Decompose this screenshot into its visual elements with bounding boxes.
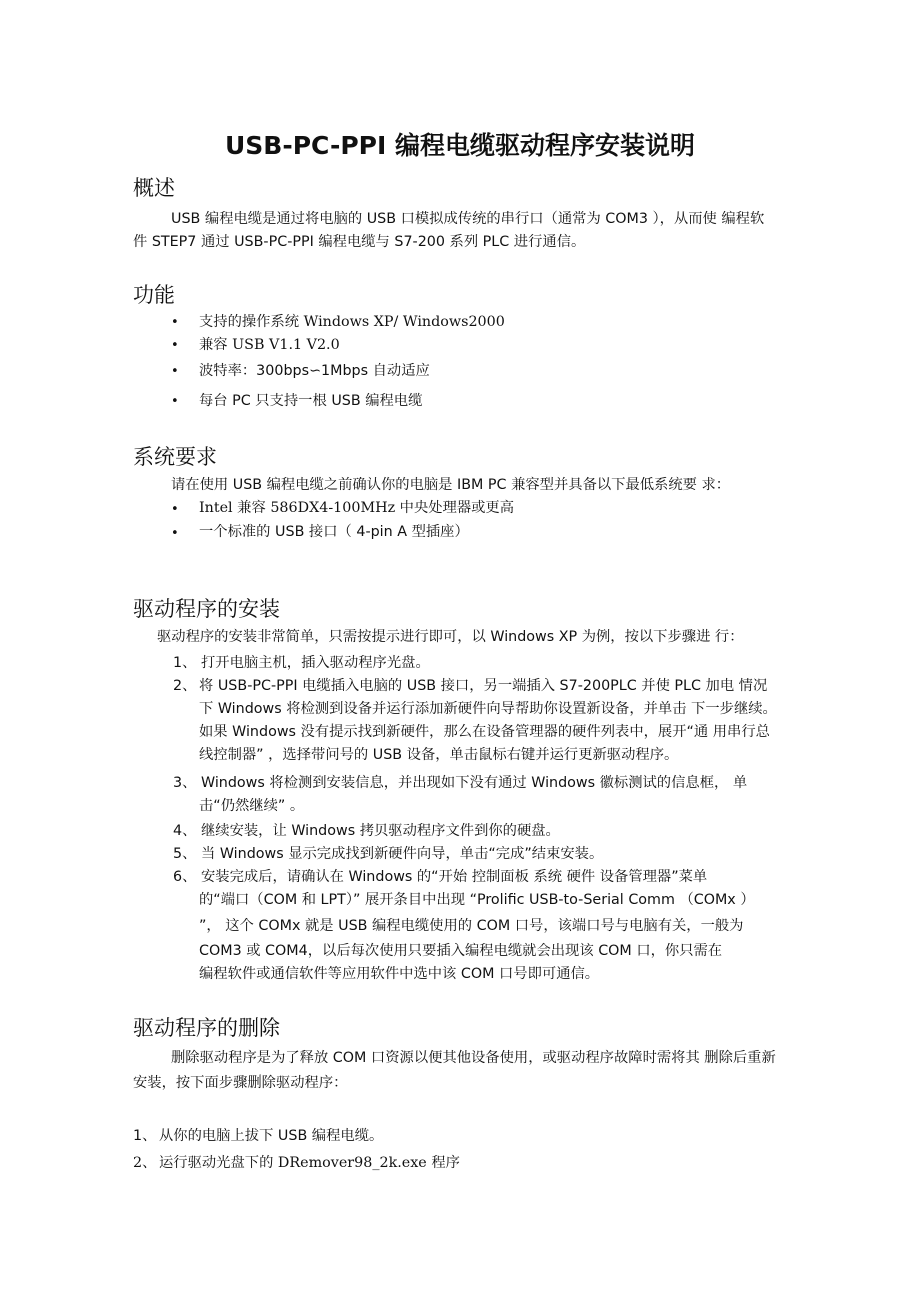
feature-item-usb: 兼容 USB V1.1 V2.0: [199, 337, 340, 353]
features-heading: 功能: [133, 283, 175, 307]
install-intro: 驱动程序的安装非常简单，只需按提示进行即可，以 Windows XP 为例，按以下步骤进 行：: [157, 629, 744, 645]
overview-line-2: 件 STEP7 通过 USB-PC-PPI 编程电缆与 S7-200 系列 PLC 进行通信。: [133, 234, 586, 250]
install-step-3-line-2: 击“仍然继续” 。: [199, 798, 305, 814]
remove-line-1: 删除驱动程序是为了释放 COM 口资源以便其他设备使用，或驱动程序故障时需将其 删除后重新: [171, 1050, 776, 1066]
install-step-1: 打开电脑主机，插入驱动程序光盘。: [201, 655, 430, 671]
bullet-icon: •: [171, 526, 179, 541]
remove-step-1: 从你的电脑上拔下 USB 编程电缆。: [159, 1128, 384, 1144]
install-step-6-line-1: 安装完成后，请确认在 Windows 的“开始 控制面板 系统 硬件 设备管理器”菜单: [201, 869, 708, 885]
install-step-4: 继续安装，让 Windows 拷贝驱动程序文件到你的硬盘。: [201, 823, 560, 839]
remove-heading: 驱动程序的删除: [133, 1016, 280, 1040]
install-heading: 驱动程序的安装: [133, 597, 280, 621]
requirement-item-usb: 一个标准的 USB 接口（ 4-pin A 型插座）: [199, 524, 469, 540]
step-number: 3、: [173, 775, 197, 791]
install-step-6-line-5: 编程软件或通信软件等应用软件中选中该 COM 口号即可通信。: [199, 966, 600, 982]
install-step-6-line-2: 的“端口（COM 和 LPT）” 展开条目中出现 “Prolific USB-to-Serial Comm （COMx ）: [199, 892, 755, 908]
remove-line-2: 安装，按下面步骤删除驱动程序：: [133, 1075, 348, 1091]
step-number: 2、: [173, 678, 197, 694]
install-step-2-line-4: 线控制器” ，选择带问号的 USB 设备，单击鼠标右键并运行更新驱动程序。: [199, 747, 679, 763]
requirements-heading: 系统要求: [133, 445, 217, 469]
bullet-icon: •: [171, 315, 179, 330]
step-number: 1、: [133, 1128, 157, 1144]
bullet-icon: •: [171, 338, 179, 353]
bullet-icon: •: [171, 502, 179, 517]
step-number: 5、: [173, 846, 197, 862]
feature-item-os: 支持的操作系统 Windows XP/ Windows2000: [199, 314, 505, 330]
step-number: 2、: [133, 1155, 157, 1171]
step-number: 1、: [173, 655, 197, 671]
overview-line-1: USB 编程电缆是通过将电脑的 USB 口模拟成传统的串行口（通常为 COM3 ），从而使 编程软: [171, 211, 765, 227]
install-step-2-line-3: 如果 Windows 没有提示找到新硬件，那么在设备管理器的硬件列表中，展开“通 用串行总: [199, 724, 770, 740]
feature-item-pc: 每台 PC 只支持一根 USB 编程电缆: [199, 393, 423, 409]
requirement-item-cpu: Intel 兼容 586DX4-100MHz 中央处理器或更高: [199, 500, 515, 516]
install-step-2-line-2: 下 Windows 将检测到设备并运行添加新硬件向导帮助你设置新设备，并单击 下一步继续。: [199, 701, 777, 717]
install-step-6-line-3: ”， 这个 COMx 就是 USB 编程电缆使用的 COM 口号，该端口号与电脑有关，一般为: [199, 918, 744, 934]
bullet-icon: •: [171, 364, 179, 379]
install-step-5: 当 Windows 显示完成找到新硬件向导，单击“完成”结束安装。: [201, 846, 604, 862]
install-step-6-line-4: COM3 或 COM4，以后每次使用只要插入编程电缆就会出现该 COM 口，你只需在: [199, 943, 723, 959]
install-step-3-line-1: Windows 将检测到安装信息，并出现如下没有通过 Windows 徽标测试的信息框， 单: [201, 775, 748, 791]
overview-heading: 概述: [133, 176, 175, 200]
step-number: 6、: [173, 869, 197, 885]
feature-item-baud: 波特率：300bps∽1Mbps 自动适应: [199, 363, 430, 379]
step-number: 4、: [173, 823, 197, 839]
requirements-intro: 请在使用 USB 编程电缆之前确认你的电脑是 IBM PC 兼容型并具备以下最低系统要 求：: [171, 477, 731, 493]
bullet-icon: •: [171, 394, 179, 409]
remove-step-2: 运行驱动光盘下的 DRemover98_2k.exe 程序: [159, 1155, 460, 1171]
install-step-2-line-1: 将 USB-PC-PPI 电缆插入电脑的 USB 接口，另一端插入 S7-200PLC 并使 PLC 加电 情况: [199, 678, 768, 694]
page-title: USB-PC-PPI 编程电缆驱动程序安装说明: [224, 131, 695, 160]
